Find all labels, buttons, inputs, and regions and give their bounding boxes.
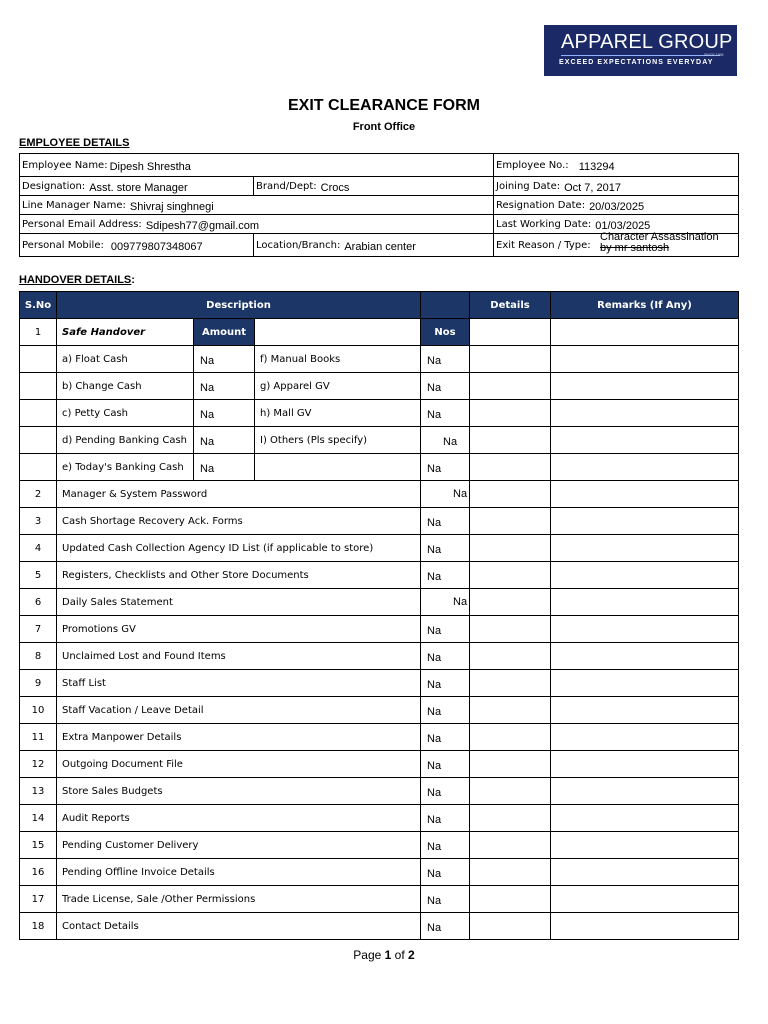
email-cell: [20, 215, 494, 234]
row-nos-cell[interactable]: [421, 562, 470, 589]
row-description: Promotions GV: [57, 616, 421, 643]
row-remarks[interactable]: [551, 481, 739, 508]
employee-name-cell: [20, 154, 494, 177]
handover-row: [20, 724, 739, 751]
row-sno: 14: [20, 805, 57, 832]
row-value: Na: [427, 895, 442, 907]
joining-date-cell: [494, 177, 739, 196]
header-blank: [421, 292, 470, 319]
row-details[interactable]: [470, 832, 551, 859]
page-of: of: [391, 948, 409, 962]
row-sno: 13: [20, 778, 57, 805]
location-value[interactable]: Arabian center: [344, 241, 416, 253]
row-description: Staff Vacation / Leave Detail: [57, 697, 421, 724]
row-sno: 11: [20, 724, 57, 751]
apparel-group-logo: [544, 25, 737, 76]
handover-row: [20, 589, 739, 616]
row-value: Na: [427, 517, 442, 529]
row-sno: 3: [20, 508, 57, 535]
row-details[interactable]: [470, 724, 551, 751]
handover-row: [20, 535, 739, 562]
logo-since: SINCE 1996: [704, 53, 724, 57]
row-value: Na: [453, 596, 468, 608]
row-nos-cell[interactable]: [421, 535, 470, 562]
row-description: Registers, Checklists and Other Store Documents: [57, 562, 421, 589]
row-details[interactable]: [470, 481, 551, 508]
safe-item-remarks[interactable]: [551, 346, 739, 373]
employee-name-label: Employee Name:: [22, 160, 108, 171]
safe-item-left-label: e) Today's Banking Cash: [57, 454, 194, 481]
safe-item-right-value: Na: [427, 382, 442, 394]
email-label: Personal Email Address:: [22, 219, 142, 230]
row-description: Extra Manpower Details: [57, 724, 421, 751]
safe-details-cell[interactable]: [470, 319, 551, 346]
row-nos-cell[interactable]: [421, 481, 470, 508]
designation-cell: [20, 177, 254, 196]
row-nos-cell[interactable]: [421, 724, 470, 751]
brand-label: Brand/Dept:: [256, 181, 317, 192]
safe-item-left-value: Na: [200, 355, 215, 367]
exit-reason-line2: by mr santosh: [600, 242, 670, 254]
nos-header: Nos: [421, 319, 470, 346]
handover-row: [20, 616, 739, 643]
safe-item-sno: [20, 427, 57, 454]
safe-item-right-label: [255, 454, 421, 481]
row-remarks[interactable]: [551, 913, 739, 940]
email-value[interactable]: Sdipesh77@gmail.com: [145, 220, 260, 232]
safe-item-row: [20, 454, 739, 481]
safe-item-right-value: Na: [427, 463, 442, 475]
row-sno: 16: [20, 859, 57, 886]
location-label: Location/Branch:: [256, 240, 341, 251]
row-nos-cell[interactable]: [421, 670, 470, 697]
row-value: Na: [453, 488, 468, 500]
row-sno: 5: [20, 562, 57, 589]
row-details[interactable]: [470, 751, 551, 778]
row-remarks[interactable]: [551, 751, 739, 778]
safe-item-sno: [20, 400, 57, 427]
handover-row: [20, 670, 739, 697]
safe-handover-label: Safe Handover: [57, 319, 194, 346]
safe-item-left-label: b) Change Cash: [57, 373, 194, 400]
logo-underline: [561, 55, 720, 56]
handover-row: [20, 805, 739, 832]
brand-cell: [254, 177, 494, 196]
handover-details-heading: [19, 274, 135, 286]
safe-item-right-nos[interactable]: [421, 400, 470, 427]
row-nos-cell[interactable]: [421, 643, 470, 670]
row-nos-cell[interactable]: [421, 859, 470, 886]
header-sno: S.No: [20, 292, 57, 319]
row-value: Na: [427, 733, 442, 745]
row-value: Na: [427, 625, 442, 637]
safe-item-details[interactable]: [470, 373, 551, 400]
row-remarks[interactable]: [551, 724, 739, 751]
safe-item-left-value: Na: [200, 409, 215, 421]
safe-item-sno: [20, 454, 57, 481]
page-current: 1: [384, 948, 392, 962]
safe-item-right-nos[interactable]: [421, 454, 470, 481]
logo-name: APPAREL GROUP: [561, 31, 733, 53]
safe-item-remarks[interactable]: [551, 454, 739, 481]
exit-reason-cell: [494, 231, 739, 257]
header-description: Description: [57, 292, 421, 319]
exit-reason-line1: Character Assassination: [600, 231, 719, 243]
row-value: Na: [427, 760, 442, 772]
exit-reason-value[interactable]: [600, 232, 719, 254]
safe-item-left-amount[interactable]: [194, 346, 255, 373]
safe-item-details[interactable]: [470, 427, 551, 454]
row-remarks[interactable]: [551, 535, 739, 562]
safe-item-details[interactable]: [470, 454, 551, 481]
row-sno: 9: [20, 670, 57, 697]
row-remarks[interactable]: [551, 778, 739, 805]
line-manager-value[interactable]: Shivraj singhnegi: [129, 201, 214, 213]
row-description: Unclaimed Lost and Found Items: [57, 643, 421, 670]
safe-item-row: [20, 400, 739, 427]
row-description: Audit Reports: [57, 805, 421, 832]
row-remarks[interactable]: [551, 859, 739, 886]
handover-row: [20, 913, 739, 940]
row-sno: 12: [20, 751, 57, 778]
safe-blank: [255, 319, 421, 346]
resignation-date-label: Resignation Date:: [496, 200, 586, 211]
employee-details-table: [19, 153, 739, 257]
safe-item-row: [20, 427, 739, 454]
employee-no-label: Employee No.:: [496, 160, 569, 171]
row-details[interactable]: [470, 589, 551, 616]
mobile-value[interactable]: 009779807348067: [110, 241, 203, 253]
handover-row: [20, 859, 739, 886]
row-remarks[interactable]: [551, 805, 739, 832]
handover-row: [20, 778, 739, 805]
row-description: Trade License, Sale /Other Permissions: [57, 886, 421, 913]
handover-row: [20, 562, 739, 589]
header-remarks: Remarks (If Any): [551, 292, 739, 319]
row-sno: 15: [20, 832, 57, 859]
safe-remarks-cell[interactable]: [551, 319, 739, 346]
row-nos-cell[interactable]: [421, 616, 470, 643]
row-value: Na: [427, 787, 442, 799]
row-nos-cell[interactable]: [421, 751, 470, 778]
safe-item-remarks[interactable]: [551, 427, 739, 454]
safe-item-remarks[interactable]: [551, 373, 739, 400]
row-value: Na: [427, 814, 442, 826]
handover-row: [20, 751, 739, 778]
row-description: Contact Details: [57, 913, 421, 940]
row-remarks[interactable]: [551, 886, 739, 913]
row-description: Updated Cash Collection Agency ID List (if applicable to store): [57, 535, 421, 562]
page-total: 2: [408, 948, 415, 962]
row-sno: 18: [20, 913, 57, 940]
exit-reason-label: Exit Reason / Type:: [496, 240, 591, 251]
header-details: Details: [470, 292, 551, 319]
row-description: Daily Sales Statement: [57, 589, 421, 616]
row-value: Na: [427, 544, 442, 556]
row-details[interactable]: [470, 535, 551, 562]
safe-item-left-value: Na: [200, 436, 215, 448]
safe-item-right-label: I) Others (Pls specify): [255, 427, 421, 454]
safe-item-left-amount[interactable]: [194, 400, 255, 427]
safe-item-right-label: h) Mall GV: [255, 400, 421, 427]
row-nos-cell[interactable]: [421, 508, 470, 535]
form-title: EXIT CLEARANCE FORM: [288, 97, 480, 114]
handover-row: [20, 697, 739, 724]
row-details[interactable]: [470, 643, 551, 670]
handover-heading-colon: :: [131, 274, 135, 286]
logo-tagline: EXCEED EXPECTATIONS EVERYDAY: [559, 59, 714, 66]
row-nos-cell[interactable]: [421, 913, 470, 940]
handover-header-row: [20, 292, 739, 319]
row-remarks[interactable]: [551, 616, 739, 643]
row-remarks[interactable]: [551, 562, 739, 589]
row-nos-cell[interactable]: [421, 697, 470, 724]
employee-no-value[interactable]: 113294: [578, 161, 615, 173]
row-description: Outgoing Document File: [57, 751, 421, 778]
safe-item-left-amount[interactable]: [194, 427, 255, 454]
mobile-label: Personal Mobile:: [22, 240, 104, 251]
handover-row: [20, 481, 739, 508]
safe-item-row: [20, 373, 739, 400]
row-remarks[interactable]: [551, 643, 739, 670]
row-description: Cash Shortage Recovery Ack. Forms: [57, 508, 421, 535]
resignation-date-cell: [494, 196, 739, 215]
row-remarks[interactable]: [551, 697, 739, 724]
safe-item-sno: [20, 346, 57, 373]
brand-value[interactable]: Crocs: [320, 182, 350, 194]
employee-no-cell: [494, 154, 739, 177]
safe-item-row: [20, 346, 739, 373]
row-details[interactable]: [470, 562, 551, 589]
row-details[interactable]: [470, 859, 551, 886]
safe-item-right-nos[interactable]: [421, 427, 470, 454]
safe-item-right-value: Na: [443, 436, 458, 448]
handover-row: [20, 886, 739, 913]
safe-item-left-amount[interactable]: [194, 454, 255, 481]
line-manager-label: Line Manager Name:: [22, 200, 126, 211]
page-number: [0, 948, 768, 962]
row-details[interactable]: [470, 670, 551, 697]
form-subtitle: Front Office: [352, 121, 416, 133]
safe-item-left-label: d) Pending Banking Cash: [57, 427, 194, 454]
resignation-date-value[interactable]: 20/03/2025: [589, 201, 645, 213]
row-sno: 4: [20, 535, 57, 562]
mobile-cell: [20, 234, 254, 257]
amount-header: Amount: [194, 319, 255, 346]
row-remarks[interactable]: [551, 670, 739, 697]
employee-details-heading: EMPLOYEE DETAILS: [19, 137, 130, 149]
row-description: Manager & System Password: [57, 481, 421, 508]
row-value: Na: [427, 868, 442, 880]
safe-item-right-label: f) Manual Books: [255, 346, 421, 373]
safe-item-details[interactable]: [470, 346, 551, 373]
row-nos-cell[interactable]: [421, 832, 470, 859]
last-working-date-value[interactable]: 01/03/2025: [595, 220, 651, 232]
row-remarks[interactable]: [551, 589, 739, 616]
row-description: Store Sales Budgets: [57, 778, 421, 805]
row-sno: 7: [20, 616, 57, 643]
safe-item-left-label: a) Float Cash: [57, 346, 194, 373]
designation-label: Designation:: [22, 181, 86, 192]
safe-item-left-value: Na: [200, 382, 215, 394]
row-description: Pending Customer Delivery: [57, 832, 421, 859]
row-value: Na: [427, 706, 442, 718]
row-details[interactable]: [470, 913, 551, 940]
safe-item-left-value: Na: [200, 463, 215, 475]
row-remarks[interactable]: [551, 508, 739, 535]
row-nos-cell[interactable]: [421, 778, 470, 805]
safe-item-left-amount[interactable]: [194, 373, 255, 400]
safe-item-sno: [20, 373, 57, 400]
safe-item-right-value: Na: [427, 409, 442, 421]
row-value: Na: [427, 679, 442, 691]
handover-row: [20, 832, 739, 859]
row-details[interactable]: [470, 886, 551, 913]
row-details[interactable]: [470, 697, 551, 724]
safe-item-left-label: c) Petty Cash: [57, 400, 194, 427]
row-nos-cell[interactable]: [421, 886, 470, 913]
safe-item-right-nos[interactable]: [421, 346, 470, 373]
joining-date-label: Joining Date:: [496, 181, 561, 192]
safe-item-details[interactable]: [470, 400, 551, 427]
location-cell: [254, 234, 494, 257]
row-sno: 6: [20, 589, 57, 616]
row-nos-cell[interactable]: [421, 589, 470, 616]
safe-item-remarks[interactable]: [551, 400, 739, 427]
row-sno: 8: [20, 643, 57, 670]
safe-handover-row: [20, 319, 739, 346]
row-value: Na: [427, 571, 442, 583]
safe-sno: 1: [20, 319, 57, 346]
row-description: Pending Offline Invoice Details: [57, 859, 421, 886]
safe-item-right-value: Na: [427, 355, 442, 367]
row-sno: 17: [20, 886, 57, 913]
joining-date-value[interactable]: Oct 7, 2017: [564, 182, 621, 194]
designation-value[interactable]: Asst. store Manager: [89, 182, 188, 194]
row-sno: 10: [20, 697, 57, 724]
handover-row: [20, 643, 739, 670]
last-working-date-label: Last Working Date:: [496, 219, 592, 230]
safe-item-right-nos[interactable]: [421, 373, 470, 400]
row-value: Na: [427, 652, 442, 664]
row-remarks[interactable]: [551, 832, 739, 859]
row-value: Na: [427, 922, 442, 934]
row-nos-cell[interactable]: [421, 805, 470, 832]
page-prefix: Page: [353, 948, 385, 962]
handover-heading-text: HANDOVER DETAILS: [19, 274, 132, 286]
handover-row: [20, 508, 739, 535]
row-sno: 2: [20, 481, 57, 508]
employee-name-value[interactable]: Dipesh Shrestha: [109, 161, 191, 173]
row-details[interactable]: [470, 805, 551, 832]
line-manager-cell: [20, 196, 494, 215]
row-value: Na: [427, 841, 442, 853]
row-details[interactable]: [470, 508, 551, 535]
row-description: Staff List: [57, 670, 421, 697]
safe-item-right-label: g) Apparel GV: [255, 373, 421, 400]
row-details[interactable]: [470, 616, 551, 643]
handover-details-table: [19, 291, 739, 940]
row-details[interactable]: [470, 778, 551, 805]
